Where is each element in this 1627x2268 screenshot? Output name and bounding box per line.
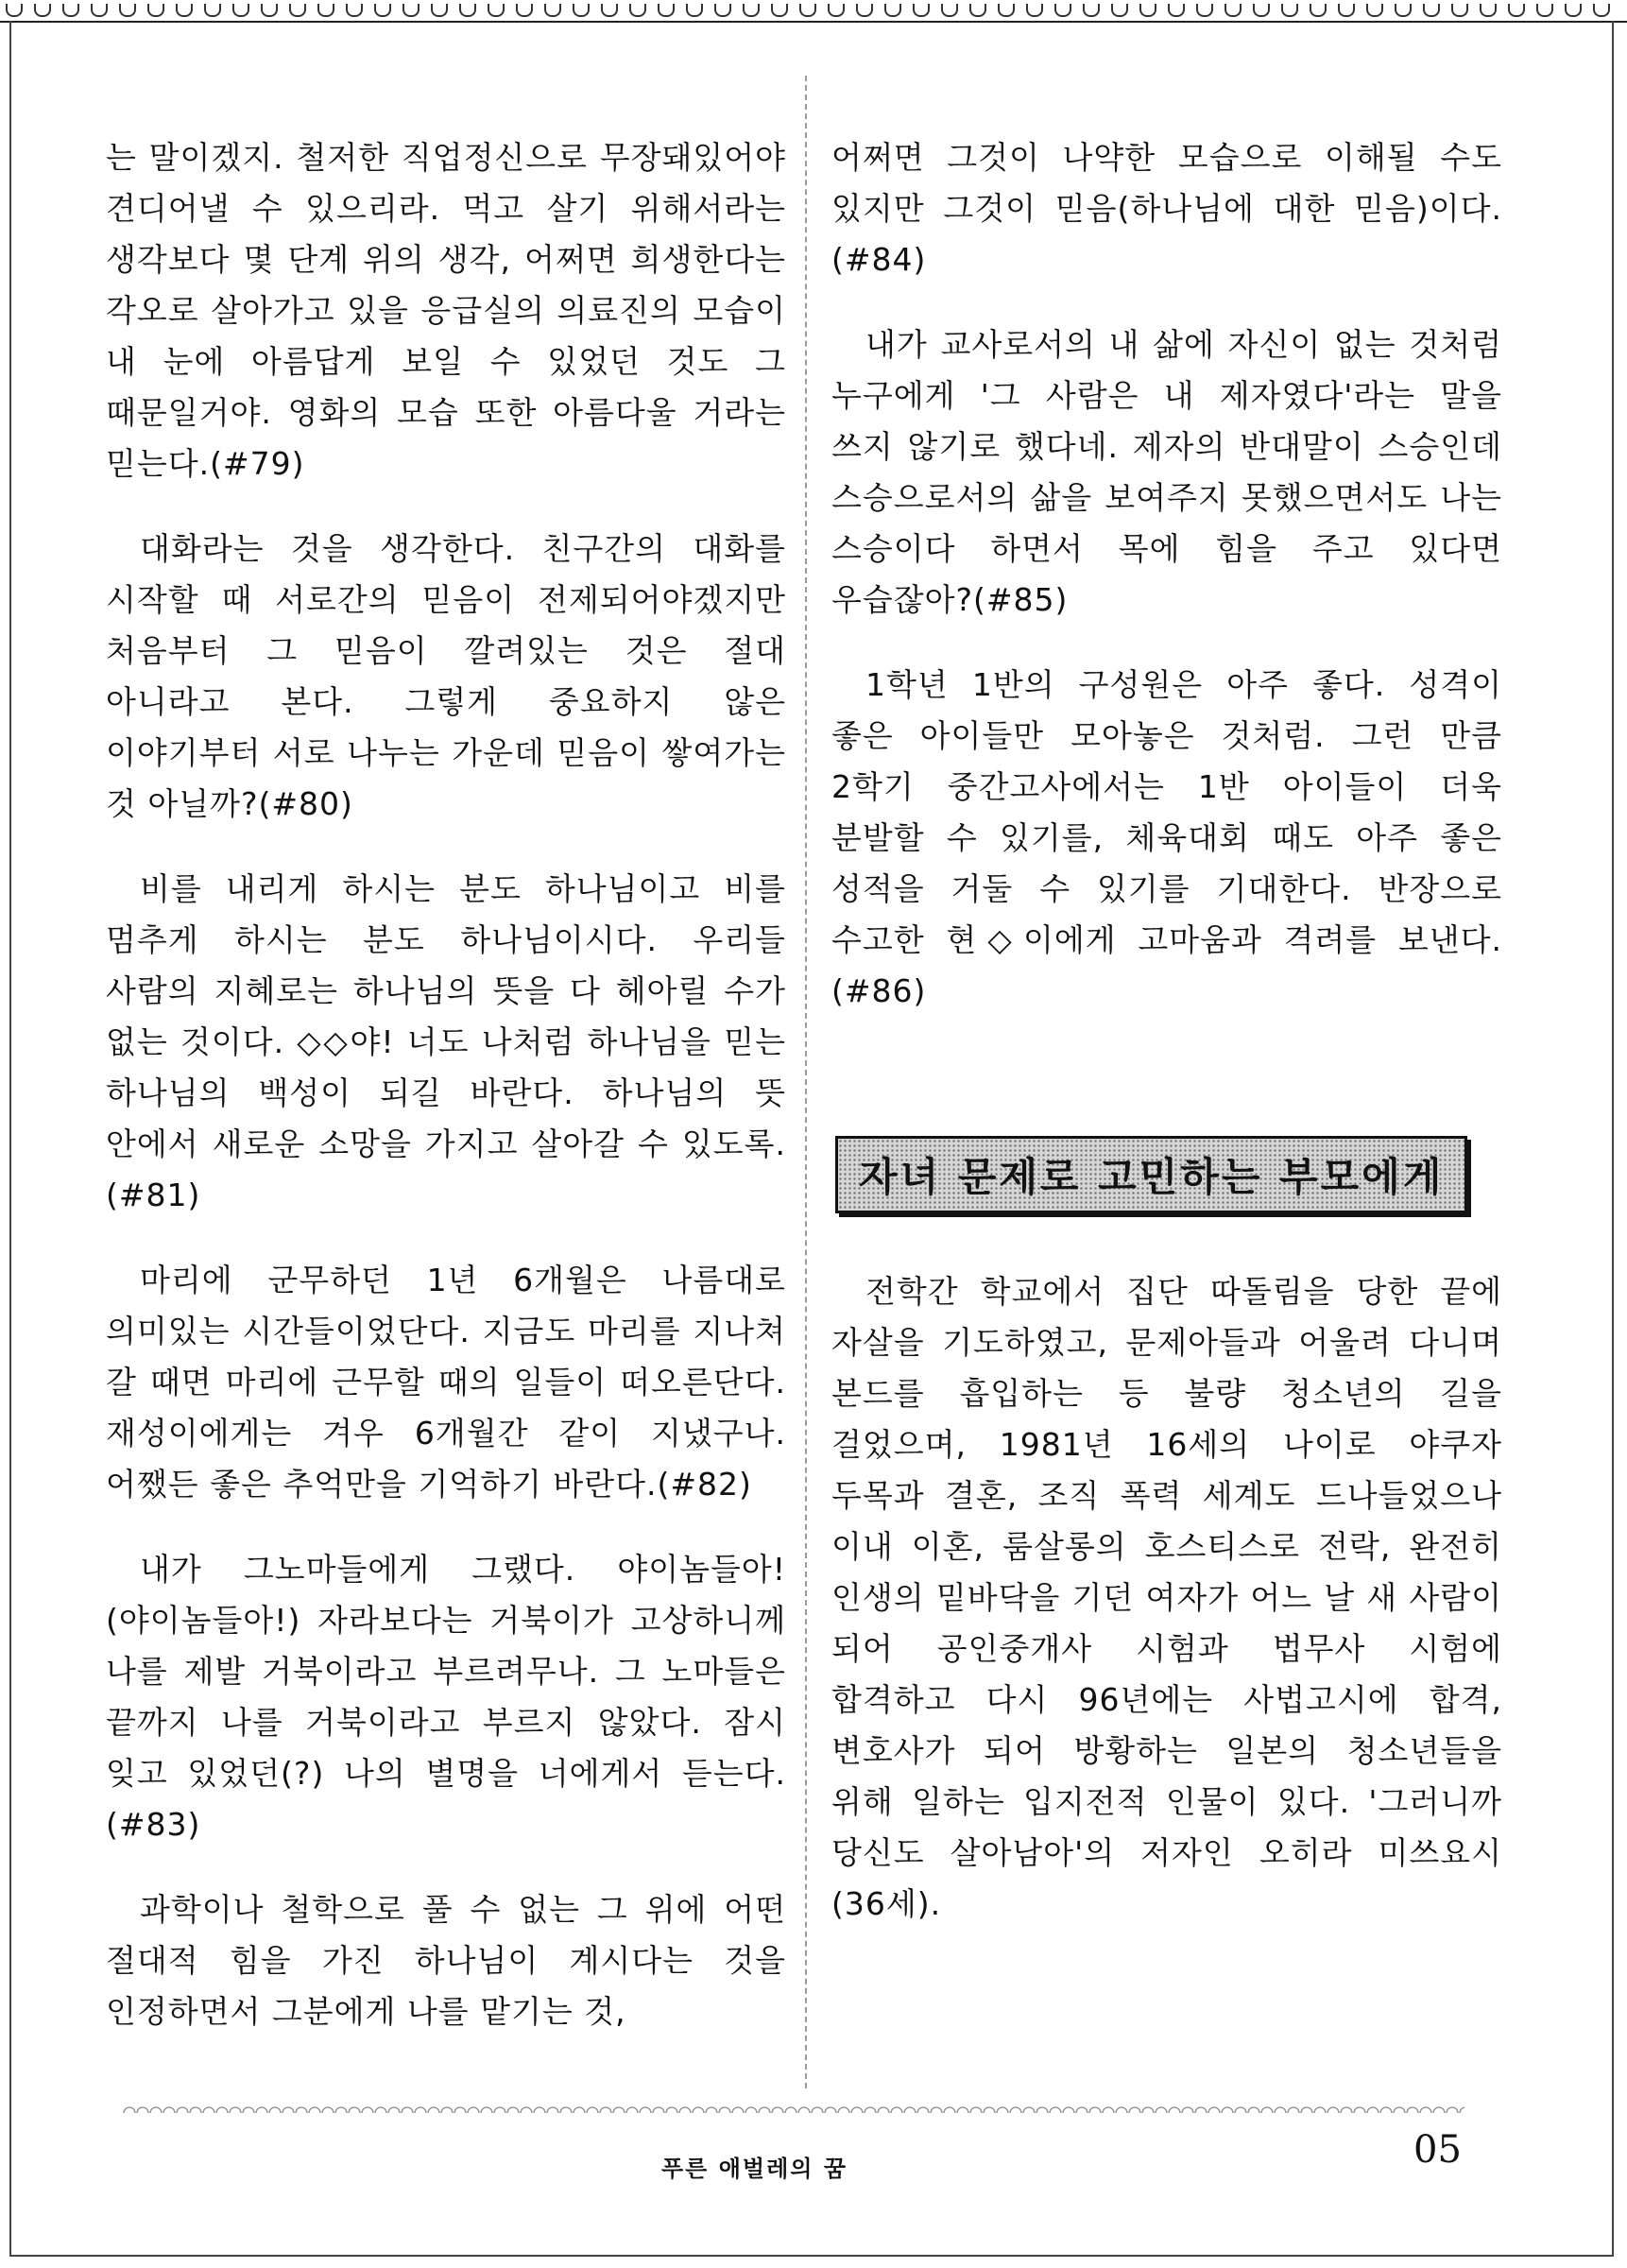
paragraph-82: 마리에 군무하던 1년 6개월은 나름대로 의미있는 시간들이었단다. 지금도 마리를 지나쳐 갈 때면 마리에 근무할 때의 일들이 떠오른단다. 재성이에게는 겨우 6개월간 같이 지냈구나. 어쨌든 좋은 추억만을 기억하기 바란다.(#82) bbox=[106, 1262, 786, 1503]
paragraph-85: 내가 교사로서의 내 삶에 자신이 없는 것처럼 누구에게 '그 사람은 내 제자였다'라는 말을 쓰지 않기로 했다네. 제자의 반대말이 스승인데 스승으로서의 삶을 보여주지 못했으면서도 나는 스승이다 하면서 목에 힘을 주고 있다면 우습잖아?(#85) bbox=[831, 326, 1502, 618]
binding-ring bbox=[601, 4, 618, 17]
binding-ring bbox=[431, 4, 448, 17]
binding-ring bbox=[374, 4, 391, 17]
binding-ring bbox=[1026, 4, 1043, 17]
binding-ring bbox=[402, 4, 420, 17]
binding-ring bbox=[516, 4, 533, 17]
binding-ring bbox=[1338, 4, 1355, 17]
binding-ring bbox=[1253, 4, 1270, 17]
page-number: 05 bbox=[1413, 2128, 1462, 2172]
binding-ring bbox=[488, 4, 505, 17]
binding-ring bbox=[1593, 4, 1610, 17]
binding-ring bbox=[856, 4, 873, 17]
paragraph-80: 대화라는 것을 생각한다. 친구간의 대화를 시작할 때 서로간의 믿음이 전제되어야겠지만 처음부터 그 믿음이 깔려있는 것은 절대 아니라고 본다. 그렇게 중요하지 않은 이야기부터 서로 나누는 가운데 믿음이 쌓여가는 것 아닐까?(#80) bbox=[106, 530, 786, 822]
binding-ring bbox=[459, 4, 476, 17]
binding-ring bbox=[1565, 4, 1582, 17]
binding-ring bbox=[686, 4, 703, 17]
binding-ring bbox=[969, 4, 986, 17]
paragraph-83: 내가 그노마들에게 그랬다. 야이놈들아! (야이놈들아!) 자라보다는 거북이가 고상하니께 나를 제발 거북이라고 부르려무나. 그 노마들은 끝까지 나를 거북이라고 부르지 않았다. 잠시 잊고 있었던(?) 나의 별명을 너에게서 듣는다.(#83) bbox=[106, 1551, 786, 1843]
section-heading: 자녀 문제로 고민하는 부모에게 bbox=[859, 1154, 1445, 1200]
binding-ring bbox=[1196, 4, 1213, 17]
binding-ring bbox=[544, 4, 561, 17]
binding-ring bbox=[799, 4, 816, 17]
binding-ring bbox=[714, 4, 731, 17]
section-heading-box bbox=[835, 1136, 1467, 1213]
binding-edge bbox=[0, 0, 1627, 23]
paragraph-81: 비를 내리게 하시는 분도 하나님이고 비를 멈추게 하시는 분도 하나님이시다. 우리들 사람의 지혜로는 하나님의 뜻을 다 헤아릴 수가 없는 것이다. ◇◇야! 너도 나처럼 하나님을 믿는 하나님의 백성이 되길 바란다. 하나님의 뜻 안에서 새로운 소망을 가지고 살아갈 수 있도록.(#81) bbox=[106, 870, 786, 1213]
binding-ring bbox=[998, 4, 1015, 17]
paragraph-79: 는 말이겠지. 철저한 직업정신으로 무장돼있어야 견디어낼 수 있으리라. 먹고 살기 위해서라는 생각보다 몇 단계 위의 생각, 어쩌면 희생한다는 각오로 살아가고 있을 응급실의 의료진의 모습이 내 눈에 아름답게 보일 수 있었던 것도 그 때문일거야. 영화의 모습 또한 아름다울 거라는 믿는다.(#79) bbox=[106, 139, 786, 482]
binding-ring bbox=[147, 4, 164, 17]
binding-ring bbox=[1139, 4, 1156, 17]
binding-ring bbox=[1281, 4, 1298, 17]
column-divider bbox=[805, 76, 807, 2088]
binding-ring bbox=[1480, 4, 1497, 17]
binding-ring bbox=[6, 4, 23, 17]
binding-ring bbox=[119, 4, 136, 17]
binding-ring bbox=[1451, 4, 1468, 17]
binding-ring bbox=[1310, 4, 1327, 17]
section-body: 전학간 학교에서 집단 따돌림을 당한 끝에 자살을 기도하였고, 문제아들과 어울려 다니며 본드를 흡입하는 등 불량 청소년의 길을 걸었으며, 1981년 16세의 나이로 야쿠자 두목과 결혼, 조직 폭력 세계도 드나들었으나 이내 이혼, 룸살롱의 호스티스로 전락, 완전히 인생의 밑바닥을 기던 여자가 어느 날 새 사람이 되어 공인중개사 시험과 법무사 시험에 합격하고 다시 96년에는 사법고시에 합격, 변호사가 되어 방황하는 일본의 청소년들을 위해 일하는 입지전적 인물이 있다. '그러니까 당신도 살아남아'의 저자인 오히라 미쓰요시(36세). bbox=[831, 1273, 1502, 1922]
binding-ring bbox=[62, 4, 79, 17]
binding-ring bbox=[658, 4, 675, 17]
paragraph-84-end: 어쩌면 그것이 나약한 모습으로 이해될 수도 있지만 그것이 믿음(하나님에 대한 믿음)이다.(#84) bbox=[831, 139, 1502, 278]
binding-ring bbox=[289, 4, 306, 17]
left-column bbox=[106, 132, 786, 2071]
binding-ring bbox=[34, 4, 51, 17]
binding-ring bbox=[232, 4, 249, 17]
binding-ring bbox=[1536, 4, 1553, 17]
binding-ring bbox=[828, 4, 845, 17]
binding-ring bbox=[1366, 4, 1383, 17]
binding-ring bbox=[317, 4, 334, 17]
binding-ring bbox=[261, 4, 278, 17]
binding-ring bbox=[204, 4, 221, 17]
binding-ring bbox=[771, 4, 788, 17]
binding-ring bbox=[91, 4, 108, 17]
binding-ring bbox=[941, 4, 958, 17]
binding-ring bbox=[1054, 4, 1071, 17]
paragraph-84-start: 과학이나 철학으로 풀 수 없는 그 위에 어떤 절대적 힘을 가진 하나님이 계시다는 것을 인정하면서 그분에게 나를 맡기는 것, bbox=[106, 1891, 786, 2030]
binding-ring bbox=[1111, 4, 1128, 17]
binding-ring bbox=[1423, 4, 1440, 17]
binding-ring bbox=[346, 4, 363, 17]
footer-wavy-line bbox=[123, 2100, 1464, 2113]
binding-ring bbox=[573, 4, 590, 17]
binding-ring bbox=[629, 4, 646, 17]
binding-ring bbox=[1395, 4, 1412, 17]
footer-title: 푸른 애벌레의 꿈 bbox=[661, 2156, 848, 2182]
binding-ring bbox=[1168, 4, 1185, 17]
binding-ring bbox=[743, 4, 760, 17]
binding-ring bbox=[176, 4, 193, 17]
binding-ring bbox=[1083, 4, 1100, 17]
binding-ring bbox=[1225, 4, 1242, 17]
right-column bbox=[831, 132, 1502, 1964]
binding-ring bbox=[1508, 4, 1525, 17]
binding-ring bbox=[884, 4, 901, 17]
binding-ring bbox=[913, 4, 930, 17]
paragraph-86: 1학년 1반의 구성원은 아주 좋다. 성격이 좋은 아이들만 모아놓은 것처럼. 그런 만큼 2학기 중간고사에서는 1반 아이들이 더욱 분발할 수 있기를, 체육대회 때도 아주 좋은 성적을 거둘 수 있기를 기대한다. 반장으로 수고한 현◇이에게 고마움과 격려를 보낸다.(#86) bbox=[831, 666, 1502, 1009]
